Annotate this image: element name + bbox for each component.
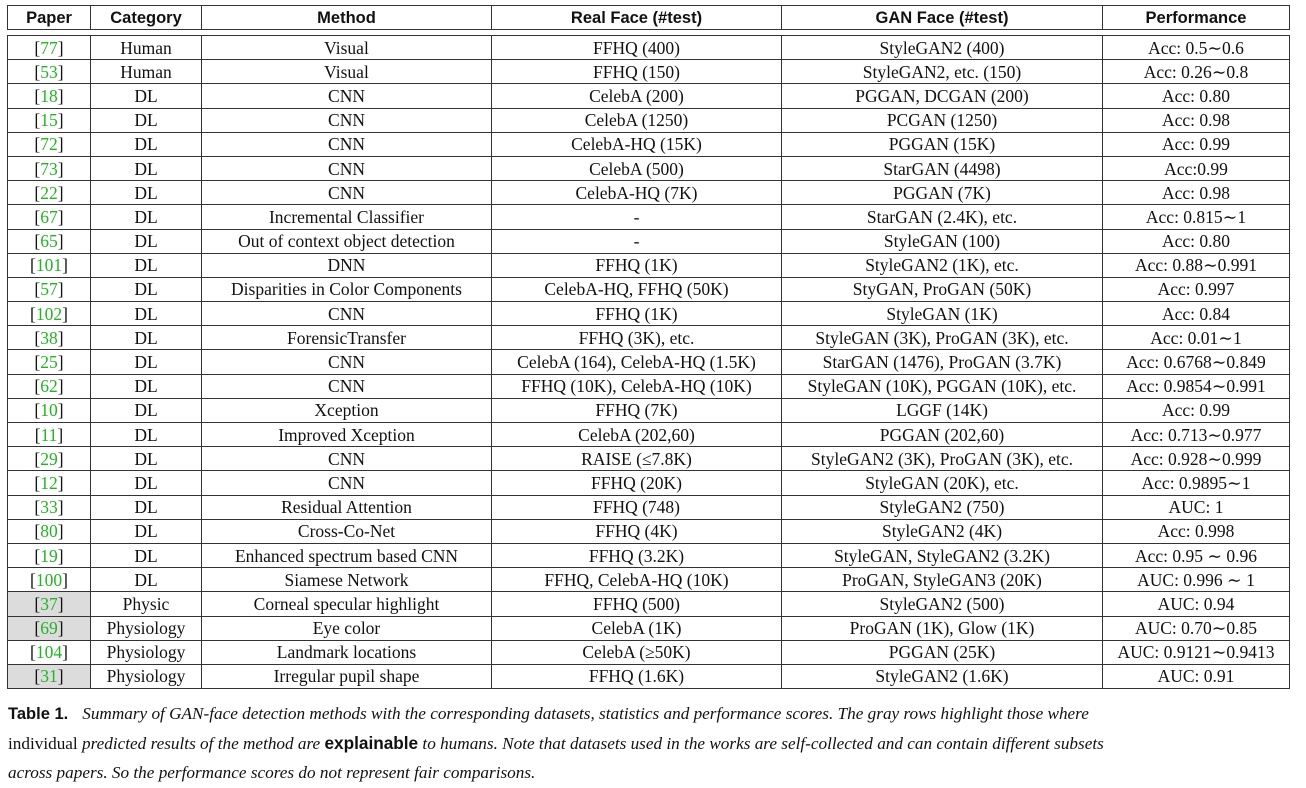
performance-cell: Acc: 0.26∼0.8 [1103,60,1290,84]
gan-face-cell: PGGAN, DCGAN (200) [782,84,1103,108]
method-cell: CNN [202,84,492,108]
citation-link[interactable]: 38 [40,327,58,348]
bracket-close: ] [62,569,68,590]
paper-cell [8,374,91,398]
category-cell: DL [91,302,202,326]
performance-cell: Acc: 0.99 [1103,398,1290,422]
bracket-close: ] [57,279,64,300]
gan-face-cell: StarGAN (2.4K), etc. [782,205,1103,229]
citation-link[interactable]: 57 [40,279,58,300]
header-method: Method [202,6,492,30]
real-face-cell: CelebA (1250) [492,108,782,132]
paper-cell [8,543,91,567]
performance-cell: Acc: 0.01∼1 [1103,326,1290,350]
method-cell: Irregular pupil shape [202,664,492,688]
method-cell: Incremental Classifier [202,205,492,229]
bracket-open: [ [34,158,41,179]
category-cell: DL [91,84,202,108]
real-face-cell: FFHQ (7K) [492,398,782,422]
method-cell: Landmark locations [202,640,492,664]
citation-link[interactable]: 104 [35,642,63,663]
header-gan-face: GAN Face (#test) [782,6,1103,30]
citation-link[interactable]: 33 [40,497,58,518]
category-cell: DL [91,471,202,495]
caption-text-upright: individual [8,734,78,753]
bracket-open: [ [34,279,41,300]
method-cell: Xception [202,398,492,422]
bracket-close: ] [57,61,64,82]
results-table [7,5,1290,689]
table-row [8,495,1290,519]
table-row [8,447,1290,471]
bracket-close: ] [57,472,64,493]
paper-cell [8,326,91,350]
gan-face-cell: LGGF (14K) [782,398,1103,422]
citation-link[interactable]: 29 [40,448,58,469]
table-row [8,616,1290,640]
real-face-cell: FFHQ (4K) [492,519,782,543]
caption-text-3: to humans. Note that datasets used in the works are self-collected and can contain different subsets [418,734,1104,753]
table-row [8,302,1290,326]
category-cell: DL [91,326,202,350]
table-row [8,326,1290,350]
bracket-close: ] [57,37,64,58]
method-cell: CNN [202,374,492,398]
table-row [8,181,1290,205]
paper-cell [8,108,91,132]
bracket-open: [ [34,206,41,227]
category-cell: Physiology [91,664,202,688]
bracket-open: [ [34,400,41,421]
paper-cell [8,350,91,374]
bracket-open: [ [34,182,41,203]
performance-cell: Acc: 0.88∼0.991 [1103,253,1290,277]
category-cell: DL [91,398,202,422]
table-row [8,592,1290,616]
bracket-open: [ [34,134,41,155]
performance-cell: AUC: 0.9121∼0.9413 [1103,640,1290,664]
table-row [8,543,1290,567]
gan-face-cell: PCGAN (1250) [782,108,1103,132]
real-face-cell: FFHQ (1K) [492,302,782,326]
gan-face-cell: StyleGAN2 (4K) [782,519,1103,543]
real-face-cell: FFHQ (1K) [492,253,782,277]
citation-link[interactable]: 102 [35,303,63,324]
table-row [8,374,1290,398]
table-row [8,398,1290,422]
paper-cell [8,302,91,326]
bracket-close: ] [57,545,64,566]
header-real-face: Real Face (#test) [492,6,782,30]
citation-link[interactable]: 31 [40,666,58,687]
real-face-cell: CelebA-HQ (7K) [492,181,782,205]
bracket-close: ] [57,666,64,687]
bracket-open: [ [34,37,41,58]
bracket-close: ] [62,255,68,276]
real-face-cell: CelebA (164), CelebA-HQ (1.5K) [492,350,782,374]
table-row [8,108,1290,132]
paper-cell [8,568,91,592]
paper-cell [8,36,91,60]
performance-cell: Acc: 0.95 ∼ 0.96 [1103,543,1290,567]
table-row [8,132,1290,156]
caption-label: Table 1. [8,705,69,723]
category-cell: DL [91,543,202,567]
bracket-close: ] [62,303,68,324]
bracket-close: ] [57,110,64,131]
performance-cell: Acc: 0.99 [1103,132,1290,156]
method-cell: DNN [202,253,492,277]
real-face-cell: RAISE (≤7.8K) [492,447,782,471]
citation-link[interactable]: 62 [40,376,58,397]
citation-link[interactable]: 22 [40,182,58,203]
caption-bold-word: explainable [324,733,419,753]
citation-link[interactable]: 37 [40,593,58,614]
paper-cell [8,156,91,180]
real-face-cell: CelebA-HQ, FFHQ (50K) [492,277,782,301]
bracket-close: ] [57,134,64,155]
table-row [8,664,1290,688]
performance-cell: Acc: 0.998 [1103,519,1290,543]
performance-cell: Acc:0.99 [1103,156,1290,180]
bracket-open: [ [34,666,41,687]
bracket-open: [ [34,472,41,493]
table-row [8,277,1290,301]
real-face-cell: FFHQ (150) [492,60,782,84]
method-cell: CNN [202,471,492,495]
table-row [8,253,1290,277]
method-cell: Out of context object detection [202,229,492,253]
paper-cell [8,253,91,277]
real-face-cell: CelebA (202,60) [492,423,782,447]
bracket-open: [ [34,61,41,82]
table-row [8,229,1290,253]
citation-link[interactable]: 73 [40,158,58,179]
category-cell: DL [91,495,202,519]
method-cell: Disparities in Color Components [202,277,492,301]
table-row [8,471,1290,495]
real-face-cell: FFHQ (500) [492,592,782,616]
table-caption [8,699,1300,787]
category-cell: DL [91,229,202,253]
citation-link[interactable]: 69 [40,618,58,639]
real-face-cell: CelebA (200) [492,84,782,108]
category-cell: Physiology [91,616,202,640]
category-cell: DL [91,350,202,374]
bracket-open: [ [34,376,41,397]
method-cell: Siamese Network [202,568,492,592]
gan-face-cell: ProGAN, StyleGAN3 (20K) [782,568,1103,592]
table-row [8,640,1290,664]
gan-face-cell: StyleGAN (10K), PGGAN (10K), etc. [782,374,1103,398]
real-face-cell: FFHQ (3K), etc. [492,326,782,350]
table-row [8,84,1290,108]
method-cell: Corneal specular highlight [202,592,492,616]
bracket-close: ] [57,448,64,469]
real-face-cell: - [492,205,782,229]
real-face-cell: CelebA (≥50K) [492,640,782,664]
header-performance: Performance [1103,6,1290,30]
citation-link[interactable]: 65 [40,231,58,252]
caption-text-2: predicted results of the method are [77,734,325,753]
bracket-close: ] [57,85,64,106]
bracket-close: ] [57,206,64,227]
citation-link[interactable]: 100 [35,569,63,590]
method-cell: CNN [202,132,492,156]
category-cell: DL [91,447,202,471]
performance-cell: AUC: 1 [1103,495,1290,519]
real-face-cell: FFHQ (20K) [492,471,782,495]
bracket-close: ] [57,158,64,179]
performance-cell: AUC: 0.996 ∼ 1 [1103,568,1290,592]
gan-face-cell: StyleGAN, StyleGAN2 (3.2K) [782,543,1103,567]
category-cell: DL [91,181,202,205]
category-cell: DL [91,205,202,229]
bracket-open: [ [34,231,41,252]
gan-face-cell: StyleGAN2, etc. (150) [782,60,1103,84]
paper-cell [8,664,91,688]
category-cell: DL [91,423,202,447]
bracket-close: ] [57,327,64,348]
method-cell: Visual [202,36,492,60]
performance-cell: Acc: 0.9895∼1 [1103,471,1290,495]
gan-face-cell: StyleGAN (3K), ProGAN (3K), etc. [782,326,1103,350]
category-cell: DL [91,253,202,277]
bracket-open: [ [34,327,41,348]
gan-face-cell: StyleGAN2 (750) [782,495,1103,519]
paper-cell [8,471,91,495]
gan-face-cell: PGGAN (7K) [782,181,1103,205]
category-cell: DL [91,374,202,398]
results-table-container [7,5,1289,689]
bracket-open: [ [30,642,36,663]
header-category: Category [91,6,202,30]
real-face-cell: FFHQ (748) [492,495,782,519]
performance-cell: Acc: 0.815∼1 [1103,205,1290,229]
real-face-cell: - [492,229,782,253]
method-cell: Visual [202,60,492,84]
method-cell: Enhanced spectrum based CNN [202,543,492,567]
bracket-close: ] [57,618,64,639]
bracket-close: ] [57,352,64,373]
bracket-close: ] [57,497,64,518]
performance-cell: Acc: 0.98 [1103,108,1290,132]
citation-link[interactable]: 72 [40,134,58,155]
bracket-close: ] [57,424,64,445]
method-cell: CNN [202,302,492,326]
header-paper: Paper [8,6,91,30]
bracket-open: [ [34,110,41,131]
bracket-open: [ [30,255,36,276]
table-body [8,30,1290,689]
paper-cell [8,447,91,471]
performance-cell: AUC: 0.91 [1103,664,1290,688]
paper-cell [8,495,91,519]
paper-cell [8,398,91,422]
category-cell: DL [91,108,202,132]
citation-link[interactable]: 10 [40,400,58,421]
paper-cell [8,229,91,253]
bracket-open: [ [34,448,41,469]
real-face-cell: FFHQ (400) [492,36,782,60]
citation-link[interactable]: 12 [40,472,58,493]
paper-cell [8,592,91,616]
citation-link[interactable]: 19 [40,545,58,566]
performance-cell: AUC: 0.70∼0.85 [1103,616,1290,640]
performance-cell: Acc: 0.713∼0.977 [1103,423,1290,447]
performance-cell: Acc: 0.84 [1103,302,1290,326]
bracket-close: ] [57,400,64,421]
category-cell: DL [91,568,202,592]
bracket-open: [ [34,424,41,445]
table-header-row [8,6,1290,30]
citation-link[interactable]: 18 [40,85,58,106]
bracket-open: [ [34,497,41,518]
gan-face-cell: StyleGAN (20K), etc. [782,471,1103,495]
citation-link[interactable]: 11 [40,424,58,445]
bracket-open: [ [30,303,36,324]
gan-face-cell: StarGAN (1476), ProGAN (3.7K) [782,350,1103,374]
table-row [8,423,1290,447]
paper-cell [8,132,91,156]
real-face-cell: CelebA (1K) [492,616,782,640]
paper-cell [8,60,91,84]
method-cell: Improved Xception [202,423,492,447]
table-row [8,36,1290,60]
bracket-close: ] [62,642,68,663]
category-cell: Human [91,36,202,60]
method-cell: CNN [202,108,492,132]
table-row [8,350,1290,374]
method-cell: CNN [202,181,492,205]
performance-cell: AUC: 0.94 [1103,592,1290,616]
category-cell: DL [91,156,202,180]
paper-cell [8,423,91,447]
gan-face-cell: StyleGAN2 (1.6K) [782,664,1103,688]
citation-link[interactable]: 77 [40,37,58,58]
gan-face-cell: PGGAN (202,60) [782,423,1103,447]
bracket-open: [ [34,352,41,373]
paper-cell [8,277,91,301]
gan-face-cell: StyleGAN2 (3K), ProGAN (3K), etc. [782,447,1103,471]
performance-cell: Acc: 0.80 [1103,229,1290,253]
bracket-open: [ [34,545,41,566]
bracket-open: [ [34,85,41,106]
bracket-open: [ [30,569,36,590]
real-face-cell: FFHQ (10K), CelebA-HQ (10K) [492,374,782,398]
table-row [8,156,1290,180]
gan-face-cell: StyGAN, ProGAN (50K) [782,277,1103,301]
bracket-close: ] [57,231,64,252]
bracket-open: [ [34,593,41,614]
citation-link[interactable]: 15 [40,110,58,131]
gan-face-cell: StyleGAN2 (1K), etc. [782,253,1103,277]
gan-face-cell: PGGAN (25K) [782,640,1103,664]
paper-cell [8,519,91,543]
gan-face-cell: ProGAN (1K), Glow (1K) [782,616,1103,640]
bracket-open: [ [34,521,41,542]
performance-cell: Acc: 0.98 [1103,181,1290,205]
gan-face-cell: StyleGAN2 (500) [782,592,1103,616]
category-cell: Human [91,60,202,84]
category-cell: DL [91,132,202,156]
caption-text-4: across papers. So the performance scores do not represent fair comparisons. [8,763,536,782]
real-face-cell: FFHQ (3.2K) [492,543,782,567]
caption-text-1: Summary of GAN-face detection methods with the corresponding datasets, statistics and performance scores. The gray rows highlight those where [82,704,1089,723]
real-face-cell: FFHQ, CelebA-HQ (10K) [492,568,782,592]
performance-cell: Acc: 0.5∼0.6 [1103,36,1290,60]
gan-face-cell: StyleGAN2 (400) [782,36,1103,60]
real-face-cell: FFHQ (1.6K) [492,664,782,688]
method-cell: CNN [202,156,492,180]
paper-cell [8,84,91,108]
citation-link[interactable]: 67 [40,206,58,227]
method-cell: Residual Attention [202,495,492,519]
citation-link[interactable]: 25 [40,352,58,373]
category-cell: DL [91,519,202,543]
bracket-close: ] [57,521,64,542]
table-row [8,205,1290,229]
method-cell: ForensicTransfer [202,326,492,350]
paper-cell [8,181,91,205]
paper-cell [8,640,91,664]
paper-cell [8,205,91,229]
method-cell: CNN [202,447,492,471]
method-cell: Cross-Co-Net [202,519,492,543]
performance-cell: Acc: 0.997 [1103,277,1290,301]
table-row [8,60,1290,84]
method-cell: CNN [202,350,492,374]
bracket-close: ] [57,593,64,614]
category-cell: Physiology [91,640,202,664]
citation-link[interactable]: 80 [40,521,58,542]
performance-cell: Acc: 0.6768∼0.849 [1103,350,1290,374]
gan-face-cell: StyleGAN (1K) [782,302,1103,326]
paper-cell [8,616,91,640]
bracket-open: [ [34,618,41,639]
citation-link[interactable]: 53 [40,61,58,82]
citation-link[interactable]: 101 [35,255,63,276]
bracket-close: ] [57,376,64,397]
real-face-cell: CelebA-HQ (15K) [492,132,782,156]
method-cell: Eye color [202,616,492,640]
gan-face-cell: StarGAN (4498) [782,156,1103,180]
table-row [8,568,1290,592]
table-row [8,519,1290,543]
category-cell: Physic [91,592,202,616]
gan-face-cell: PGGAN (15K) [782,132,1103,156]
category-cell: DL [91,277,202,301]
real-face-cell: CelebA (500) [492,156,782,180]
performance-cell: Acc: 0.80 [1103,84,1290,108]
performance-cell: Acc: 0.9854∼0.991 [1103,374,1290,398]
bracket-close: ] [57,182,64,203]
gan-face-cell: StyleGAN (100) [782,229,1103,253]
performance-cell: Acc: 0.928∼0.999 [1103,447,1290,471]
